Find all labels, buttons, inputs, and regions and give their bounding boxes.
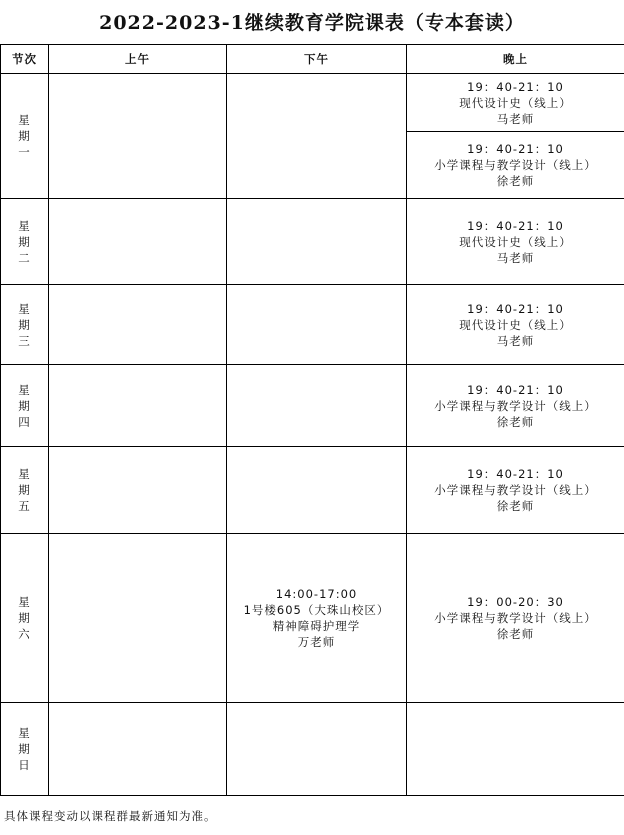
class-location: 1号楼605（大珠山校区） — [243, 603, 390, 617]
table-row — [1, 703, 624, 796]
monday-afternoon-cell — [227, 74, 407, 199]
table-row — [1, 365, 624, 447]
monday-morning-cell — [49, 74, 227, 199]
schedule-table — [0, 44, 624, 796]
friday-evening-cell — [407, 447, 624, 534]
class-teacher: 马老师 — [496, 250, 535, 265]
class-time: 19：40-21：10 — [467, 467, 564, 481]
class-teacher: 徐老师 — [496, 499, 535, 513]
class-course: 现代设计史（线上） — [459, 317, 572, 332]
class-course: 精神障碍护理学 — [272, 619, 361, 633]
header-evening: 晚上 — [407, 45, 624, 74]
class-time: 19：40-21：10 — [467, 301, 564, 316]
saturday-afternoon-cell — [227, 534, 407, 703]
class-time: 19：40-21：10 — [467, 79, 564, 94]
class-course: 小学课程与教学设计（线上） — [434, 611, 597, 625]
sunday-afternoon-cell — [227, 703, 407, 796]
saturday-evening-cell — [407, 534, 624, 703]
day-wednesday: 星 期 三 — [1, 285, 49, 365]
monday-evening-cell-1 — [407, 74, 624, 132]
day-sunday: 星 期 日 — [1, 703, 49, 796]
class-teacher: 徐老师 — [496, 174, 535, 188]
header-morning: 上午 — [49, 45, 227, 74]
page-title: 2022-2023-1继续教育学院课表（专本套读） — [99, 12, 525, 34]
class-time: 14:00-17:00 — [275, 587, 358, 601]
day-friday: 星 期 五 — [1, 447, 49, 534]
class-time: 19：40-21：10 — [467, 218, 564, 233]
day-saturday: 星 期 六 — [1, 534, 49, 703]
thursday-afternoon-cell — [227, 365, 407, 447]
table-row — [1, 285, 624, 365]
class-course: 现代设计史（线上） — [459, 95, 572, 110]
class-teacher: 徐老师 — [496, 414, 535, 429]
class-time: 19：40-21：10 — [467, 382, 564, 397]
friday-afternoon-cell — [227, 447, 407, 534]
wednesday-evening-cell — [407, 285, 624, 365]
wednesday-morning-cell — [49, 285, 227, 365]
class-teacher: 徐老师 — [496, 627, 535, 641]
class-course: 小学课程与教学设计（线上） — [434, 398, 597, 413]
class-teacher: 马老师 — [496, 333, 535, 348]
class-course: 小学课程与教学设计（线上） — [434, 483, 597, 497]
class-time: 19：40-21：10 — [467, 142, 564, 156]
table-row — [1, 534, 624, 703]
sunday-morning-cell — [49, 703, 227, 796]
monday-evening-cell-2 — [407, 132, 624, 199]
class-course: 小学课程与教学设计（线上） — [434, 158, 597, 172]
footer-note: 具体课程变动以课程群最新通知为准。 — [4, 809, 217, 823]
class-teacher: 马老师 — [496, 111, 535, 126]
day-monday: 星 期 一 — [1, 74, 49, 199]
thursday-morning-cell — [49, 365, 227, 447]
header-row — [1, 45, 624, 74]
friday-morning-cell — [49, 447, 227, 534]
thursday-evening-cell — [407, 365, 624, 447]
tuesday-morning-cell — [49, 199, 227, 285]
tuesday-afternoon-cell — [227, 199, 407, 285]
sunday-evening-cell — [407, 703, 624, 796]
header-period: 节次 — [1, 45, 49, 74]
class-course: 现代设计史（线上） — [459, 234, 572, 249]
class-time: 19：00-20：30 — [467, 595, 564, 609]
tuesday-evening-cell — [407, 199, 624, 285]
header-afternoon: 下午 — [227, 45, 407, 74]
day-tuesday: 星 期 二 — [1, 199, 49, 285]
class-teacher: 万老师 — [297, 635, 336, 649]
day-thursday: 星 期 四 — [1, 365, 49, 447]
saturday-morning-cell — [49, 534, 227, 703]
table-row — [1, 74, 624, 132]
wednesday-afternoon-cell — [227, 285, 407, 365]
table-row — [1, 447, 624, 534]
table-row — [1, 199, 624, 285]
